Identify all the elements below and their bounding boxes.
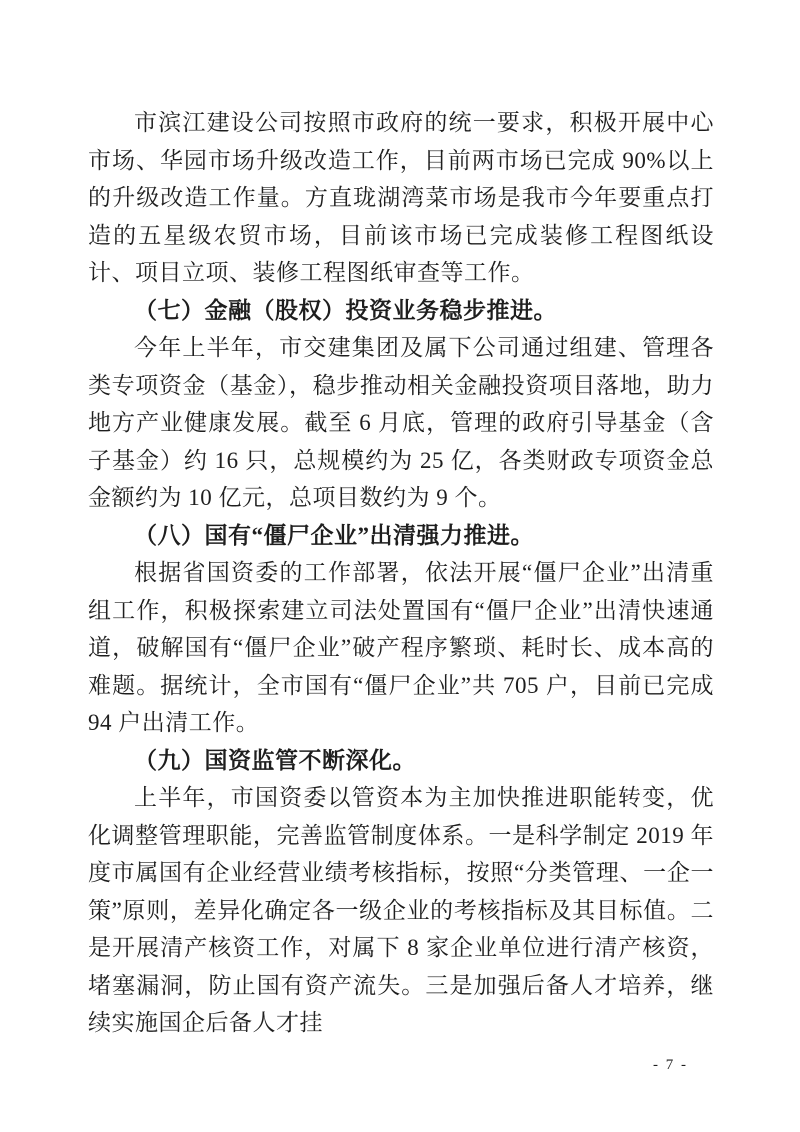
section-heading-9-supervision: （九）国资监管不断深化。: [134, 747, 416, 773]
paragraph-market-upgrade: 市滨江建设公司按照市政府的统一要求，积极开展中心市场、华园市场升级改造工作，目前两市场已完成 90%以上的升级改造工作量。方直珑湖湾菜市场是我市今年要重点打造的五星级农贸市场，目前该市场已完成装修工程图纸设计、项目立项、装修工程图纸审查等工作。: [88, 110, 714, 285]
paragraph-supervision-deepening: 上半年，市国资委以管资本为主加快推进职能转变，优化调整管理职能，完善监管制度体系。一是科学制定 2019 年度市属国有企业经营业绩考核指标，按照“分类管理、一企一策”原则，差异化确定各一级企业的考核指标及其目标值。二是开展清产核资工作，对属下 8 家企业单位进行清产核资，堵塞漏洞，防止国有资产流失。三是加强后备人才培养，继续实施国企后备人才挂: [88, 785, 714, 1035]
paragraph-zombie-clearance: 根据省国资委的工作部署，依法开展“僵尸企业”出清重组工作，积极探索建立司法处置国有“僵尸企业”出清快速通道，破解国有“僵尸企业”破产程序繁琐、耗时长、成本高的难题。据统计，全市国有“僵尸企业”共 705 户，目前已完成 94 户出清工作。: [88, 560, 714, 735]
document-body: [88, 104, 714, 1042]
section-heading-8-zombie-enterprises: （八）国有“僵尸企业”出清强力推进。: [134, 522, 534, 548]
page-number: - 7 -: [653, 1057, 688, 1073]
section-heading-7-finance-investment: （七）金融（股权）投资业务稳步推进。: [134, 297, 557, 323]
paragraph-finance-funds: 今年上半年，市交建集团及属下公司通过组建、管理各类专项资金（基金），稳步推动相关金融投资项目落地，助力地方产业健康发展。截至 6 月底，管理的政府引导基金（含子基金）约 16 只，总规模约为 25 亿，各类财政专项资金总金额约为 10 亿元，总项目数约为 9 个。: [88, 335, 714, 510]
